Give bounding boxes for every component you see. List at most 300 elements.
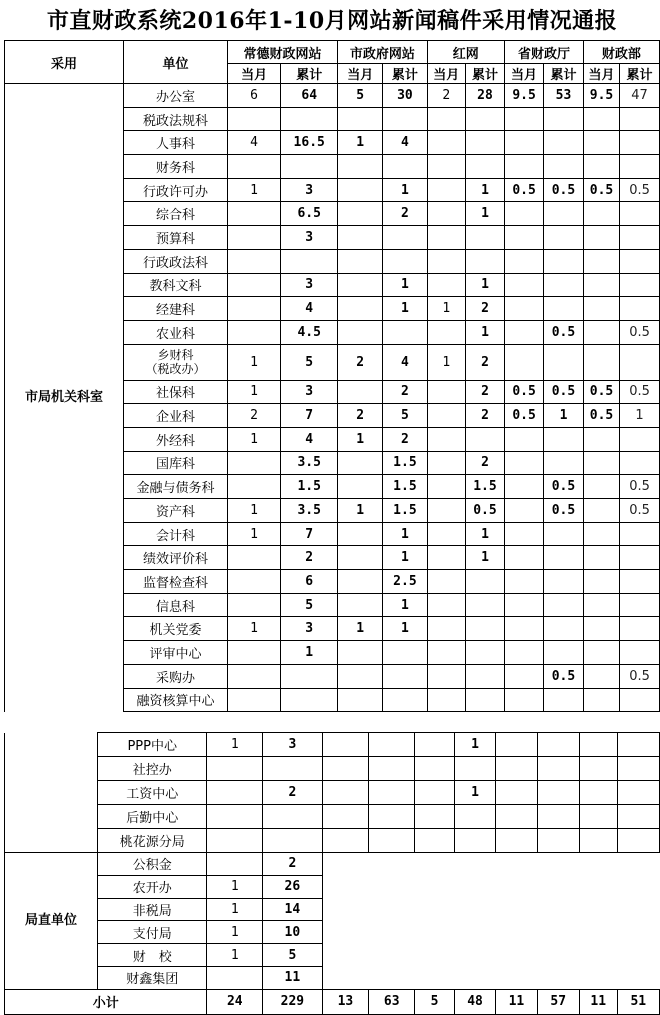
value-cell: 3.5	[281, 499, 338, 523]
value-cell	[583, 155, 619, 179]
subtotal-row	[5, 989, 660, 1014]
value-cell: 0.5	[544, 499, 584, 523]
value-cell	[465, 155, 504, 179]
value-cell: 4	[383, 344, 427, 380]
sheet-gap	[0, 716, 660, 732]
value-cell	[338, 107, 383, 131]
value-cell	[338, 320, 383, 344]
unit-name: 信息科	[124, 593, 228, 617]
value-cell	[383, 688, 427, 712]
value-cell	[383, 641, 427, 665]
value-cell: 3	[281, 380, 338, 404]
value-cell	[338, 297, 383, 321]
value-cell	[620, 688, 660, 712]
value-cell: 1	[544, 404, 584, 428]
value-cell	[427, 131, 465, 155]
value-cell: 2	[383, 202, 427, 226]
unit-name: 支付局	[98, 921, 207, 944]
value-cell	[496, 781, 537, 805]
value-cell	[207, 966, 263, 989]
value-cell: 1	[454, 781, 495, 805]
unit-name: 社保科	[124, 380, 228, 404]
value-cell	[322, 733, 369, 757]
value-cell	[505, 155, 544, 179]
value-cell	[427, 641, 465, 665]
value-cell	[338, 688, 383, 712]
header-unit: 单位	[124, 41, 228, 84]
unit-name: 机关党委	[124, 617, 228, 641]
value-cell	[427, 273, 465, 297]
value-cell	[227, 475, 280, 499]
value-cell: 5	[383, 404, 427, 428]
unit-name: 办公室	[124, 84, 228, 108]
value-cell: 2.5	[383, 570, 427, 594]
value-cell: 2	[465, 404, 504, 428]
value-cell	[583, 617, 619, 641]
value-cell	[583, 320, 619, 344]
value-cell	[617, 757, 659, 781]
value-cell	[620, 570, 660, 594]
value-cell	[338, 570, 383, 594]
value-cell	[496, 757, 537, 781]
value-cell	[227, 273, 280, 297]
value-cell	[544, 570, 584, 594]
value-cell: 1	[338, 131, 383, 155]
value-cell: 2	[338, 344, 383, 380]
value-cell	[544, 107, 584, 131]
value-cell	[427, 522, 465, 546]
value-cell	[583, 226, 619, 250]
value-cell	[227, 155, 280, 179]
value-cell	[415, 781, 455, 805]
value-cell	[383, 226, 427, 250]
value-cell	[427, 320, 465, 344]
value-cell	[227, 641, 280, 665]
value-cell	[620, 522, 660, 546]
unit-name: 融资核算中心	[124, 688, 228, 712]
value-cell	[227, 546, 280, 570]
value-cell	[505, 344, 544, 380]
value-cell	[505, 107, 544, 131]
group-label-bureau: 市局机关科室	[5, 84, 124, 712]
value-cell	[338, 522, 383, 546]
value-cell	[207, 853, 263, 876]
value-cell: 1	[383, 617, 427, 641]
value-cell: 1	[383, 297, 427, 321]
value-cell: 0.5	[620, 475, 660, 499]
value-cell: 1	[383, 546, 427, 570]
unit-name: 绩效评价科	[124, 546, 228, 570]
header-total: 累计	[465, 64, 504, 84]
value-cell	[579, 781, 617, 805]
header-site: 财政部	[583, 41, 659, 64]
value-cell	[369, 757, 415, 781]
value-cell: 1.5	[383, 451, 427, 475]
value-cell: 5	[281, 593, 338, 617]
subtotal-label: 小计	[5, 989, 207, 1014]
header-month: 当月	[227, 64, 280, 84]
value-cell	[281, 249, 338, 273]
value-cell	[505, 570, 544, 594]
value-cell: 1	[383, 593, 427, 617]
value-cell	[583, 593, 619, 617]
value-cell	[583, 273, 619, 297]
value-cell	[505, 297, 544, 321]
value-cell	[496, 829, 537, 853]
value-cell	[465, 617, 504, 641]
header-adopt: 采用	[5, 41, 124, 84]
value-cell	[496, 733, 537, 757]
value-cell: 1	[620, 404, 660, 428]
value-cell: 2	[465, 297, 504, 321]
header-total: 累计	[620, 64, 660, 84]
value-cell: 3	[281, 273, 338, 297]
value-cell	[620, 273, 660, 297]
value-cell	[227, 451, 280, 475]
value-cell: 2	[427, 84, 465, 108]
value-cell: 1	[427, 297, 465, 321]
value-cell	[454, 805, 495, 829]
value-cell: 9.5	[505, 84, 544, 108]
value-cell	[322, 781, 369, 805]
value-cell: 1	[227, 617, 280, 641]
value-cell	[415, 805, 455, 829]
value-cell	[427, 427, 465, 451]
unit-name: 工资中心	[98, 781, 207, 805]
table-row	[5, 805, 660, 829]
value-cell	[338, 664, 383, 688]
value-cell	[617, 781, 659, 805]
value-cell	[620, 226, 660, 250]
value-cell	[537, 805, 579, 829]
unit-name: 采购办	[124, 664, 228, 688]
value-cell	[583, 522, 619, 546]
value-cell	[227, 297, 280, 321]
value-cell	[227, 688, 280, 712]
value-cell	[496, 805, 537, 829]
value-cell	[620, 202, 660, 226]
value-cell: 2	[227, 404, 280, 428]
header-site: 市政府网站	[338, 41, 427, 64]
value-cell	[620, 131, 660, 155]
value-cell: 1	[207, 898, 263, 921]
value-cell	[338, 273, 383, 297]
value-cell: 2	[465, 451, 504, 475]
unit-name: 社控办	[98, 757, 207, 781]
unit-name: 综合科	[124, 202, 228, 226]
group-continuation	[5, 733, 98, 853]
value-cell	[583, 688, 619, 712]
value-cell	[427, 688, 465, 712]
table-row	[5, 84, 660, 108]
value-cell: 3.5	[281, 451, 338, 475]
value-cell	[322, 757, 369, 781]
unit-name: 人事科	[124, 131, 228, 155]
value-cell	[207, 805, 263, 829]
value-cell: 1	[207, 875, 263, 898]
value-cell	[620, 155, 660, 179]
value-cell	[227, 664, 280, 688]
value-cell	[505, 499, 544, 523]
value-cell	[465, 641, 504, 665]
value-cell	[427, 570, 465, 594]
value-cell	[505, 273, 544, 297]
value-cell	[583, 202, 619, 226]
value-cell: 1.5	[281, 475, 338, 499]
value-cell	[465, 593, 504, 617]
value-cell: 0.5	[583, 178, 619, 202]
value-cell: 1	[465, 202, 504, 226]
value-cell	[505, 131, 544, 155]
value-cell	[322, 829, 369, 853]
value-cell	[383, 249, 427, 273]
value-cell	[544, 451, 584, 475]
group-label-direct: 局直单位	[5, 853, 98, 990]
value-cell	[227, 249, 280, 273]
value-cell	[227, 226, 280, 250]
subtotal-value: 11	[579, 989, 617, 1014]
value-cell	[383, 155, 427, 179]
value-cell	[415, 733, 455, 757]
value-cell	[263, 757, 322, 781]
value-cell: 4	[281, 297, 338, 321]
value-cell	[454, 829, 495, 853]
value-cell: 0.5	[620, 664, 660, 688]
value-cell	[620, 451, 660, 475]
value-cell	[505, 593, 544, 617]
header-row	[5, 41, 660, 64]
value-cell	[338, 641, 383, 665]
value-cell: 2	[338, 404, 383, 428]
value-cell: 0.5	[620, 178, 660, 202]
value-cell	[427, 499, 465, 523]
value-cell	[579, 805, 617, 829]
value-cell	[338, 475, 383, 499]
unit-name: 农开办	[98, 875, 207, 898]
value-cell	[383, 320, 427, 344]
value-cell: 7	[281, 522, 338, 546]
value-cell: 16.5	[281, 131, 338, 155]
unit-name: 税政法规科	[124, 107, 228, 131]
value-cell: 2	[263, 781, 322, 805]
value-cell	[415, 757, 455, 781]
value-cell: 3	[281, 617, 338, 641]
value-cell	[544, 273, 584, 297]
value-cell	[369, 805, 415, 829]
value-cell	[263, 805, 322, 829]
value-cell	[281, 664, 338, 688]
value-cell	[369, 733, 415, 757]
value-cell	[544, 522, 584, 546]
value-cell: 4	[281, 427, 338, 451]
value-cell	[620, 344, 660, 380]
value-cell	[207, 781, 263, 805]
value-cell: 0.5	[620, 320, 660, 344]
value-cell: 0.5	[620, 380, 660, 404]
unit-name: 企业科	[124, 404, 228, 428]
value-cell: 1	[227, 344, 280, 380]
value-cell	[583, 131, 619, 155]
unit-name: 监督检查科	[124, 570, 228, 594]
value-cell: 2	[263, 853, 322, 876]
value-cell	[583, 344, 619, 380]
value-cell	[544, 202, 584, 226]
table-row	[5, 829, 660, 853]
table-row	[5, 733, 660, 757]
subtotal-value: 13	[322, 989, 369, 1014]
value-cell	[505, 664, 544, 688]
value-cell	[537, 733, 579, 757]
report-table-bottom	[4, 732, 660, 1015]
value-cell: 0.5	[544, 664, 584, 688]
value-cell: 14	[263, 898, 322, 921]
unit-name: 桃花源分局	[98, 829, 207, 853]
value-cell: 47	[620, 84, 660, 108]
value-cell: 3	[281, 178, 338, 202]
subtotal-value: 229	[263, 989, 322, 1014]
value-cell: 1.5	[465, 475, 504, 499]
value-cell	[427, 226, 465, 250]
value-cell	[583, 570, 619, 594]
value-cell	[583, 427, 619, 451]
value-cell	[227, 570, 280, 594]
header-month: 当月	[583, 64, 619, 84]
value-cell	[544, 688, 584, 712]
unit-name: 财务科	[124, 155, 228, 179]
value-cell	[338, 451, 383, 475]
value-cell	[427, 178, 465, 202]
value-cell: 28	[465, 84, 504, 108]
value-cell	[620, 297, 660, 321]
value-cell	[427, 664, 465, 688]
value-cell: 1	[207, 944, 263, 967]
value-cell	[338, 178, 383, 202]
value-cell	[579, 757, 617, 781]
table-row	[5, 781, 660, 805]
unit-name: 国库科	[124, 451, 228, 475]
unit-name: 非税局	[98, 898, 207, 921]
value-cell	[579, 733, 617, 757]
unit-name: 预算科	[124, 226, 228, 250]
unit-name: 会计科	[124, 522, 228, 546]
value-cell	[505, 226, 544, 250]
value-cell: 1	[338, 499, 383, 523]
value-cell: 30	[383, 84, 427, 108]
value-cell	[544, 155, 584, 179]
value-cell	[505, 522, 544, 546]
value-cell	[465, 570, 504, 594]
value-cell	[281, 155, 338, 179]
value-cell	[465, 427, 504, 451]
value-cell: 2	[465, 380, 504, 404]
value-cell: 1.5	[383, 499, 427, 523]
value-cell	[544, 617, 584, 641]
value-cell: 1	[227, 380, 280, 404]
value-cell	[427, 380, 465, 404]
value-cell	[505, 475, 544, 499]
value-cell: 1	[227, 522, 280, 546]
report-table-top	[4, 40, 660, 712]
unit-name: 资产科	[124, 499, 228, 523]
value-cell	[544, 249, 584, 273]
header-month: 当月	[338, 64, 383, 84]
value-cell	[583, 641, 619, 665]
unit-name: 财 校	[98, 944, 207, 967]
value-cell	[583, 249, 619, 273]
value-cell	[505, 688, 544, 712]
value-cell: 0.5	[620, 499, 660, 523]
subtotal-value: 11	[496, 989, 537, 1014]
value-cell	[465, 131, 504, 155]
value-cell	[322, 805, 369, 829]
value-cell	[454, 757, 495, 781]
value-cell: 1	[465, 522, 504, 546]
value-cell: 9.5	[583, 84, 619, 108]
value-cell	[369, 829, 415, 853]
value-cell: 0.5	[544, 380, 584, 404]
value-cell: 0.5	[544, 320, 584, 344]
unit-name: 农业科	[124, 320, 228, 344]
value-cell: 6.5	[281, 202, 338, 226]
unit-name: 外经科	[124, 427, 228, 451]
value-cell: 1	[227, 178, 280, 202]
unit-name: 后勤中心	[98, 805, 207, 829]
value-cell: 1	[465, 178, 504, 202]
value-cell: 4	[383, 131, 427, 155]
unit-name: 经建科	[124, 297, 228, 321]
value-cell: 1	[465, 273, 504, 297]
value-cell	[427, 404, 465, 428]
subtotal-value: 5	[415, 989, 455, 1014]
value-cell	[383, 107, 427, 131]
value-cell: 1	[465, 546, 504, 570]
value-cell: 10	[263, 921, 322, 944]
value-cell	[505, 320, 544, 344]
value-cell: 1	[427, 344, 465, 380]
header-total: 累计	[383, 64, 427, 84]
value-cell	[281, 688, 338, 712]
value-cell	[427, 107, 465, 131]
value-cell	[505, 617, 544, 641]
value-cell: 3	[263, 733, 322, 757]
subtotal-value: 24	[207, 989, 263, 1014]
value-cell: 1.5	[383, 475, 427, 499]
value-cell: 5	[281, 344, 338, 380]
value-cell	[465, 107, 504, 131]
value-cell	[505, 427, 544, 451]
unit-name: 公积金	[98, 853, 207, 876]
value-cell	[427, 593, 465, 617]
value-cell	[505, 202, 544, 226]
value-cell	[338, 249, 383, 273]
value-cell	[338, 202, 383, 226]
value-cell	[369, 781, 415, 805]
value-cell	[617, 805, 659, 829]
value-cell	[281, 107, 338, 131]
value-cell	[620, 427, 660, 451]
value-cell	[620, 617, 660, 641]
value-cell	[583, 664, 619, 688]
value-cell	[427, 475, 465, 499]
header-site: 红网	[427, 41, 504, 64]
value-cell: 7	[281, 404, 338, 428]
value-cell	[583, 546, 619, 570]
unit-name: 财鑫集团	[98, 966, 207, 989]
value-cell	[338, 593, 383, 617]
unit-name: 金融与债务科	[124, 475, 228, 499]
value-cell	[465, 688, 504, 712]
value-cell	[338, 380, 383, 404]
